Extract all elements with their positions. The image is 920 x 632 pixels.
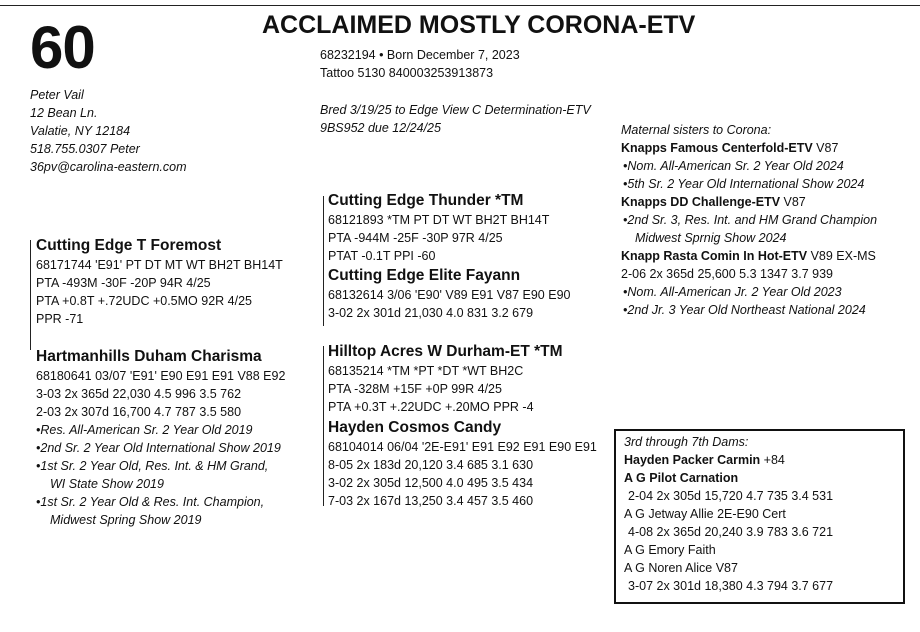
sire-line: PPR -71 bbox=[36, 312, 84, 326]
consignor-address: 12 Bean Ln. bbox=[30, 106, 98, 120]
bred-line: Bred 3/19/25 to Edge View C Determination-ETV bbox=[320, 103, 591, 117]
dam-5-record: 4-08 2x 365d 20,240 3.9 783 3.6 721 bbox=[628, 525, 834, 539]
sire-block bbox=[36, 236, 283, 328]
dam-sire-name: Hilltop Acres W Durham-ET *TM bbox=[328, 343, 563, 360]
sire-dam-line: 3-02 2x 301d 21,030 4.0 831 3.2 679 bbox=[328, 306, 534, 320]
top-rule bbox=[0, 5, 920, 6]
dam-7-name: A G Noren Alice V87 bbox=[624, 561, 738, 575]
dam-sire-line: PTA -328M +15F +0P 99R 4/25 bbox=[328, 382, 502, 396]
sire-dam-name: Cutting Edge Elite Fayann bbox=[328, 267, 521, 284]
dam-line: 2-03 2x 307d 16,700 4.7 787 3.5 580 bbox=[36, 405, 242, 419]
sister-note: •2nd Jr. 3 Year Old Northeast National 2024 bbox=[623, 303, 866, 317]
lot-number: 60 bbox=[30, 14, 95, 81]
consignor-city: Valatie, NY 12184 bbox=[30, 124, 131, 138]
sister-score: V87 bbox=[780, 195, 806, 209]
sister-name: Knapps Famous Centerfold-ETV bbox=[621, 141, 813, 155]
dam-honor: •1st Sr. 2 Year Old & Res. Int. Champion, bbox=[36, 495, 265, 509]
sire-line: PTA -493M -30F -20P 94R 4/25 bbox=[36, 276, 211, 290]
dam-block bbox=[36, 347, 285, 529]
sister-name: Knapps DD Challenge-ETV bbox=[621, 195, 781, 209]
sire-line: 68171744 'E91' PT DT MT WT BH2T BH14T bbox=[36, 258, 283, 272]
dam-4-name: A G Pilot Carnation bbox=[624, 471, 739, 485]
sister-note: •2nd Sr. 3, Res. Int. and HM Grand Champion bbox=[623, 213, 878, 227]
maternal-sisters bbox=[621, 121, 877, 319]
maternal-heading: Maternal sisters to Corona: bbox=[621, 123, 772, 137]
sire-line: PTA +0.8T +.72UDC +0.5MO 92R 4/25 bbox=[36, 294, 252, 308]
dam-6-name: A G Emory Faith bbox=[624, 543, 716, 557]
sister-note: •5th Sr. 2 Year Old International Show 2024 bbox=[623, 177, 865, 191]
pedigree-bracket bbox=[30, 240, 31, 350]
breeding-info bbox=[320, 101, 591, 137]
dam-dam-line: 68104014 06/04 '2E-E91' E91 E92 E91 E90 E91 bbox=[328, 440, 597, 454]
dam-5-name: A G Jetway Allie 2E-E90 Cert bbox=[624, 507, 786, 521]
id-line: 68232194 • Born December 7, 2023 bbox=[320, 48, 520, 62]
dam-sire-line: PTA +0.3T +.22UDC +.20MO PPR -4 bbox=[328, 400, 534, 414]
dam-line: 3-03 2x 365d 22,030 4.5 996 3.5 762 bbox=[36, 387, 242, 401]
dam-dam-line: 7-03 2x 167d 13,250 3.4 457 3.5 460 bbox=[328, 494, 534, 508]
sister-score: V89 EX-MS bbox=[807, 249, 876, 263]
sister-score: V87 bbox=[812, 141, 839, 155]
dam-honor: Midwest Spring Show 2019 bbox=[50, 513, 202, 527]
dam-3-name: Hayden Packer Carmin bbox=[624, 453, 761, 467]
dam-name: Hartmanhills Duham Charisma bbox=[36, 348, 262, 365]
dam-4-record: 2-04 2x 305d 15,720 4.7 735 3.4 531 bbox=[628, 489, 834, 503]
dam-honor: WI State Show 2019 bbox=[50, 477, 164, 491]
sister-note: Midwest Sprnig Show 2024 bbox=[635, 231, 787, 245]
dam-honor: •Res. All-American Sr. 2 Year Old 2019 bbox=[36, 423, 253, 437]
dam-dam-name: Hayden Cosmos Candy bbox=[328, 419, 502, 436]
dam-honor: •2nd Sr. 2 Year Old International Show 2019 bbox=[36, 441, 281, 455]
sire-dam-line: 68132614 3/06 'E90' V89 E91 V87 E90 E90 bbox=[328, 288, 571, 302]
dam-honor: •1st Sr. 2 Year Old, Res. Int. & HM Grand, bbox=[36, 459, 269, 473]
dam-dam-block bbox=[328, 418, 597, 510]
sister-name: Knapp Rasta Comin In Hot-ETV bbox=[621, 249, 808, 263]
consignor-email: 36pv@carolina-eastern.com bbox=[30, 160, 187, 174]
tattoo-line: Tattoo 5130 840003253913873 bbox=[320, 66, 494, 80]
due-line: 9BS952 due 12/24/25 bbox=[320, 121, 441, 135]
dam-dam-line: 8-05 2x 183d 20,120 3.4 685 3.1 630 bbox=[328, 458, 534, 472]
sire-sire-line: 68121893 *TM PT DT WT BH2T BH14T bbox=[328, 213, 550, 227]
dams-list bbox=[624, 433, 833, 595]
consignor-phone: 518.755.0307 Peter bbox=[30, 142, 140, 156]
sire-sire-line: PTAT -0.1T PPI -60 bbox=[328, 249, 436, 263]
dam-3-extra: +84 bbox=[760, 453, 785, 467]
dam-sire-block bbox=[328, 342, 563, 416]
sire-sire-block bbox=[328, 191, 549, 265]
sire-dam-block bbox=[328, 266, 570, 322]
consignor-name: Peter Vail bbox=[30, 88, 84, 102]
dam-dam-line: 3-02 2x 305d 12,500 4.0 495 3.5 434 bbox=[328, 476, 534, 490]
dam-7-record: 3-07 2x 301d 18,380 4.3 794 3.7 677 bbox=[628, 579, 834, 593]
dams-heading: 3rd through 7th Dams: bbox=[624, 435, 749, 449]
sister-note: •Nom. All-American Jr. 2 Year Old 2023 bbox=[623, 285, 842, 299]
pedigree-bracket bbox=[323, 196, 324, 326]
sister-record: 2-06 2x 365d 25,600 5.3 1347 3.7 939 bbox=[621, 267, 833, 281]
sister-note: •Nom. All-American Sr. 2 Year Old 2024 bbox=[623, 159, 844, 173]
pedigree-bracket bbox=[323, 346, 324, 506]
dam-sire-line: 68135214 *TM *PT *DT *WT BH2C bbox=[328, 364, 524, 378]
dams-box bbox=[614, 429, 905, 604]
consignor-block bbox=[30, 86, 187, 176]
sire-name: Cutting Edge T Foremost bbox=[36, 237, 222, 254]
sire-sire-name: Cutting Edge Thunder *TM bbox=[328, 192, 524, 209]
sire-sire-line: PTA -944M -25F -30P 97R 4/25 bbox=[328, 231, 503, 245]
dam-line: 68180641 03/07 'E91' E90 E91 E91 V88 E92 bbox=[36, 369, 286, 383]
identification bbox=[320, 46, 520, 82]
page-title: ACCLAIMED MOSTLY CORONA-ETV bbox=[262, 11, 696, 39]
